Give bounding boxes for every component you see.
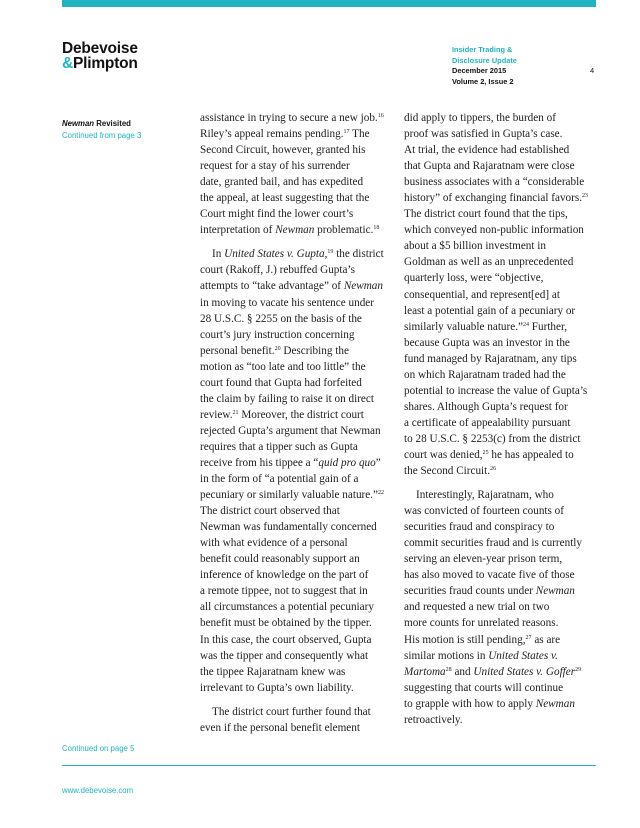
logo-line-1: Debevoise bbox=[62, 40, 138, 57]
section-title-rest: Revisited bbox=[94, 119, 131, 128]
website-link[interactable]: www.debevoise.com bbox=[62, 786, 134, 795]
publication-info bbox=[452, 45, 517, 87]
logo-ampersand: & bbox=[62, 55, 73, 72]
publication-title-line-1: Insider Trading & bbox=[452, 45, 513, 54]
footer-divider bbox=[62, 765, 596, 766]
sidebar bbox=[62, 118, 182, 141]
publication-date: December 2015 bbox=[452, 66, 507, 76]
paragraph-burden: did apply to tippers, the burden of proof was satisfied in Gupta’s case. At trial, the evidence had established that Gupta and Rajaratnam were close business associates with a “considerable history” of exchanging financial favors.$^{23}$ The district court found that the tips, which conveyed non-public information about a $5 billion investment in Goldman as well as an unprecedented quarterly loss, were “objective, consequential, and represent[ed] at least a potential gain of a pecuniary or similarly valuable nature.”$^{24}$ Further, because Gupta was an investor in the fund managed by Rajaratnam, any tips on which Rajaratnam traded had the potential to increase the value of Gupta’s shares. Although Gupta’s request for a certificate of appealability pursuant to 28 U.S.C. § 2253(c) from the district court was denied,$^{25}$ he has appealed to the Second Circuit.$^{26}$ bbox=[404, 112, 589, 478]
section-title bbox=[62, 118, 182, 130]
paragraph-personal-benefit: The district court further found that even if the personal benefit element bbox=[200, 705, 371, 734]
top-accent-bar bbox=[62, 0, 596, 7]
logo-line-2: Plimpton bbox=[73, 55, 138, 72]
article-column-right bbox=[404, 110, 600, 728]
paragraph-gupta: In United States v. Gupta,$^{19}$ the district court (Rakoff, J.) rebuffed Gupta’s attempts to “take advantage” of Newman in moving to vacate his sentence under 28 U.S.C. § 2255 on the basis of the court’s jury instruction concerning personal benefit.$^{20}$ Describing the motion as “too late and too little” the court found that Gupta had forfeited the claim by failing to raise it on direct review.$^{21}$ Moreover, the district court rejected Gupta’s argument that Newman requires that a tipper such as Gupta receive from his tippee a “quid pro quo” in the form of “a potential gain of a pecuniary or similarly valuable nature.”$^{22}$ The district court observed that Newman was fundamentally concerned with what evidence of a personal benefit could reasonably support an inference of knowledge on the part of a remote tippee, not to suggest that in all circumstances a potential pecuniary benefit must be obtained by the tipper. In this case, the court observed, Gupta was the tipper and consequently what the tippee Rajaratnam knew was irrelevant to Gupta’s own liability. bbox=[200, 248, 384, 694]
continued-on-link[interactable]: Continued on page 5 bbox=[62, 744, 135, 753]
debevoise-logo bbox=[62, 41, 182, 71]
paragraph-continued: assistance in trying to secure a new job.$^{16}$ Riley’s appeal remains pending.$^{17}$ The Second Circuit, however, granted his request for a stay of his surrender date, granted bail, and has expedited the appeal, at least suggesting that the Court might find the lower court’s interpretation of Newman problematic.$^{18}$ bbox=[200, 112, 384, 237]
page-number: 4 bbox=[590, 66, 595, 75]
paragraph-rajaratnam: Interestingly, Rajaratnam, who was convicted of fourteen counts of securities fraud and conspiracy to commit securities fraud and is currently serving an eleven-year prison term, has also moved to vacate five of those securities fraud counts under Newman and requested a new trial on two more counts for unrelated reasons. His motion is still pending,$^{27}$ as are similar motions in United States v. Martoma$^{28}$ and United States v. Goffer$^{29}$ suggesting that courts will continue to grapple with how to apply Newman retroactively. bbox=[404, 489, 583, 726]
article-column-left bbox=[200, 110, 392, 736]
continued-from-link[interactable]: Continued from page 3 bbox=[62, 130, 142, 140]
section-title-italic: Newman bbox=[62, 119, 95, 128]
publication-title-line-2: Disclosure Update bbox=[452, 55, 517, 65]
publication-volume: Volume 2, Issue 2 bbox=[452, 76, 514, 86]
